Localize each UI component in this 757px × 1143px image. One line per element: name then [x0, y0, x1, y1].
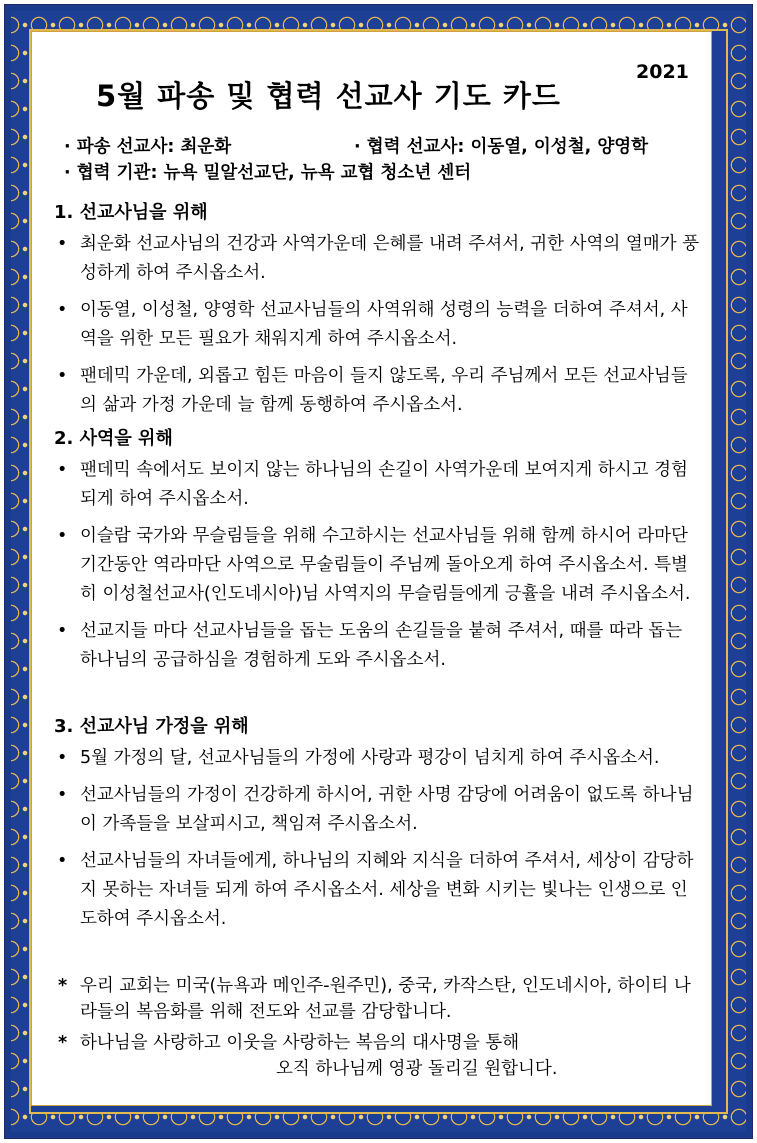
sent-missionary: · 파송 선교사: 최운화 [64, 137, 232, 157]
bullet-icon: • [57, 748, 68, 768]
list-item: • 선교사님들의 가정이 건강하게 하시어, 귀한 사명 감당에 어려움이 없도록 하나님이 가족들을 보살피시고, 책임져 주시옵소서. [54, 781, 703, 839]
section-heading: 1. 선교사님을 위해 [54, 202, 208, 223]
note-countries: * 우리 교회는 미국(뉴욕과 메인주-원주민), 중국, 카작스탄, 인도네시아, 하이티 나라들의 복음화를 위해 전도와 선교를 감당합니다. [58, 973, 701, 1025]
year-label: 2021 [636, 61, 689, 83]
partner-missionaries: · 협력 선교사: 이동열, 이성철, 양영학 [354, 137, 649, 157]
star-icon: * [58, 976, 68, 996]
list-item: • 이슬람 국가와 무슬림들을 위해 수고하시는 선교사님들 위해 함께 하시어 라마단 기간동안 역라마단 사역으로 무술림들이 주님께 돌아오게 하여 주시옵소서. 특별히 이성철선교사(인도네시아)님 사역지의 무슬림들에게 긍휼을 내려 주시옵소서. [54, 522, 703, 609]
section-missionaries [54, 198, 703, 428]
partner-organizations: · 협력 기관: 뉴욕 밀알선교단, 뉴욕 교협 청소년 센터 [64, 163, 472, 183]
prayer-card [31, 31, 712, 1106]
info-row-2 [64, 159, 471, 184]
list-item: • 선교지들 마다 선교사님들을 돕는 도움의 손길들을 붙혀 주셔서, 때를 따라 돕는 하나님의 공급하심을 경험하게 도와 주시옵소서. [54, 617, 703, 675]
bullet-icon: • [57, 366, 68, 386]
section-heading: 3. 선교사님 가정을 위해 [54, 716, 249, 737]
bullet-icon: • [57, 621, 68, 641]
list-item: • 이동열, 이성철, 양영학 선교사님들의 사역위해 성령의 능력을 더하여 주셔서, 사역을 위한 모든 필요가 채워지게 하여 주시옵소서. [54, 296, 703, 354]
bullet-icon: • [57, 526, 68, 546]
bullet-icon: • [57, 785, 68, 805]
star-icon: * [58, 1033, 68, 1053]
list-item: • 5월 가정의 달, 선교사님들의 가정에 사랑과 평강이 넘치게 하여 주시옵소서. [54, 744, 703, 773]
card-title: 5월 파송 및 협력 선교사 기도 카드 [96, 79, 561, 113]
note-great-commission: * 하나님을 사랑하고 이웃을 사랑하는 복음의 대사명을 통해 오직 하나님께 영광 돌리길 원합니다. [58, 1030, 701, 1082]
section-heading: 2. 사역을 위해 [54, 428, 173, 449]
list-item: • 최운화 선교사님의 건강과 사역가운데 은혜를 내려 주셔서, 귀한 사역의 열매가 풍성하게 하여 주시옵소서. [54, 230, 703, 288]
bullet-icon: • [57, 851, 68, 871]
section-families [54, 712, 703, 942]
bullet-icon: • [57, 460, 68, 480]
section-ministry [54, 424, 703, 683]
closing-line: 오직 하나님께 영광 돌리길 원합니다. [276, 1059, 558, 1079]
list-item: • 팬데믹 가운데, 외롭고 힘든 마음이 들지 않도록, 우리 주님께서 모든 선교사님들의 삶과 가정 가운데 늘 함께 동행하여 주시옵소서. [54, 362, 703, 420]
info-row-1 [64, 133, 649, 158]
list-item: • 팬데믹 속에서도 보이지 않는 하나님의 손길이 사역가운데 보여지게 하시고 경험되게 하여 주시옵소서. [54, 456, 703, 514]
bullet-icon: • [57, 300, 68, 320]
list-item: • 선교사님들의 자녀들에게, 하나님의 지혜와 지식을 더하여 주셔서, 세상이 감당하지 못하는 자녀들 되게 하여 주시옵소서. 세상을 변화 시키는 빛나는 인생으로 인도하여 주시옵소서. [54, 847, 703, 934]
bullet-icon: • [57, 234, 68, 254]
